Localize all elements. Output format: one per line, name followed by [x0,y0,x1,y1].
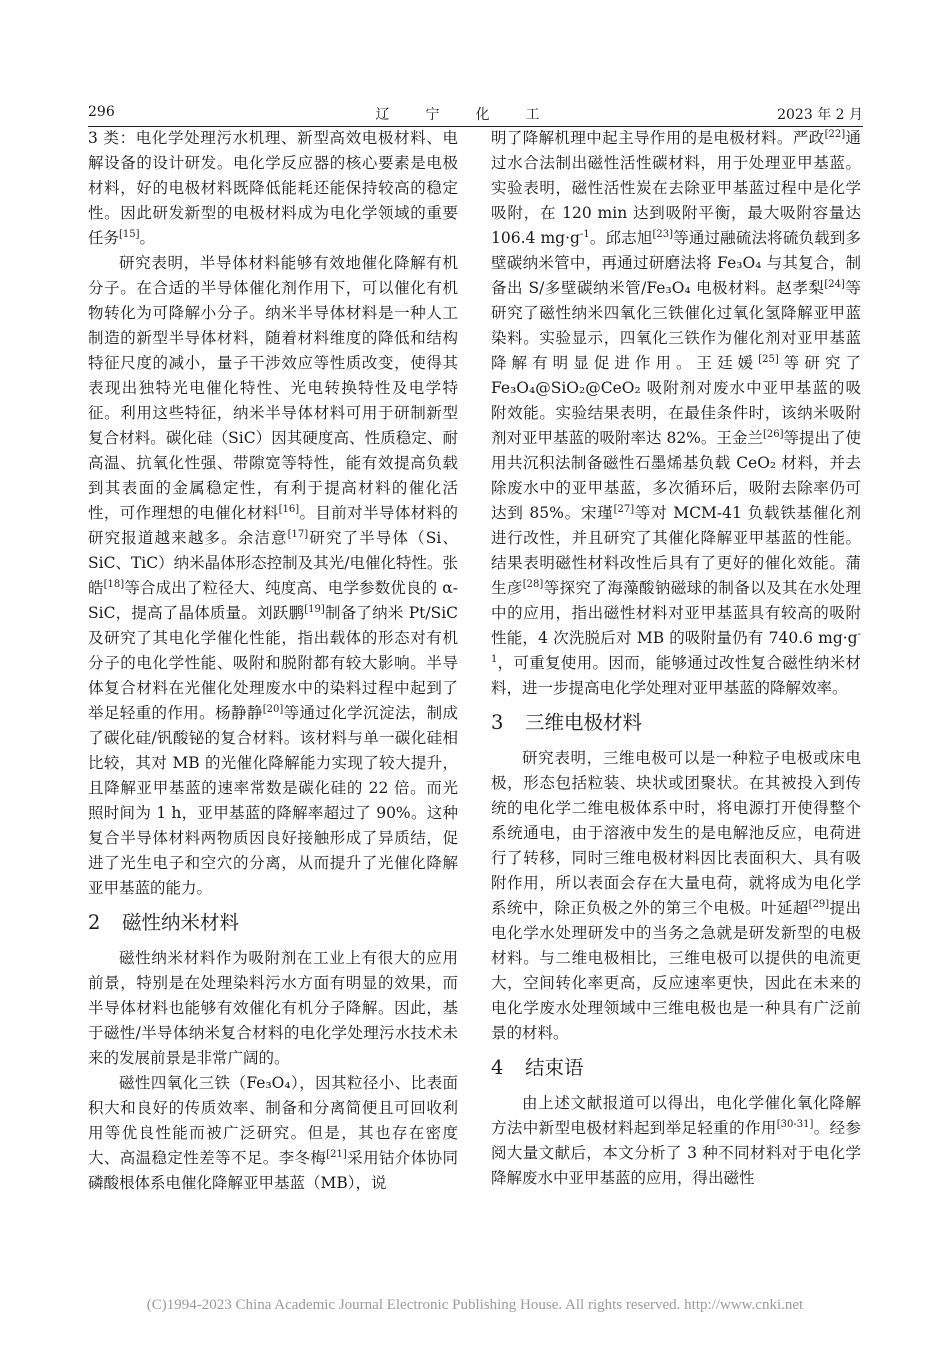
copyright-footer: (C)1994-2023 China Academic Journal Electronic Publishing House. All rights reserved. http://www.cnki.net [146,1297,804,1313]
issue-date: 2023 年 2 月 [777,107,863,123]
section-heading-4: 4 结束语 [491,1056,584,1079]
journal-name: 辽宁化工 [375,107,576,123]
paragraph: 磁性四氧化三铁（Fe₃O₄），因其粒径小、比表面积大和良好的传质效率、制备和分离简便且可回收利用等优良性能而被广泛研究。但是，其也存在密度大、高温稳定性差等不足。李冬梅[21]采用钴介体协同磷酸根体系电催化降解亚甲基蓝（MB），说 [88,1074,458,1192]
section-heading-2: 2 磁性纳米材料 [88,911,240,934]
paragraph: 由上述文献报道可以得出，电化学催化氧化降解方法中新型电极材料起到举足轻重的作用[30-31]。经参阅大量文献后，本文分析了 3 种不同材料对于电化学降解废水中亚甲基蓝的应用，得出磁性 [491,1094,861,1187]
paragraph: 研究表明，三维电极可以是一种粒子电极或床电极，形态包括粒装、块状或团聚状。在其被投入到传统的电化学二维电极体系中时，将电源打开使得整个系统通电，由于溶液中发生的是电解池反应，电荷进行了转移，同时三维电极材料因比表面积大、具有吸附作用，所以表面会存在大量电荷，就将成为电化学系统中，除正负极之外的第三个电极。叶延超[29]提出电化学水处理研发中的当务之急就是研发新型的电极材料。与二维电极相比，三维电极可以提供的电流更大，空间转化率更高，反应速率更快，因此在未来的电化学废水处理领域中三维电极也是一种具有广泛前景的材料。 [491,749,861,1042]
paragraph: 明了降解机理中起主导作用的是电极材料。严政[22]通过水合法制出磁性活性碳材料，用于处理亚甲基蓝。实验表明，磁性活性炭在去除亚甲基蓝过程中是化学吸附，在 120 min 达到吸附平衡，最大吸附容量达 106.4 $mg\cdot g^{-1}$。邱志旭[23]等通过融硫法将硫负载到多壁碳纳米管中，再通过研磨法将 Fe₃O₄ 与其复合，制备出 S/多壁碳纳米管/Fe₃O₄ 电极材料。赵孝梨[24]等研究了磁性纳米四氧化三铁催化过氧化氢降解亚甲蓝染料。实验显示，四氧化三铁作为催化剂对亚甲基蓝降解有明显促进作用。王廷媛[25]等研究了 Fe₃O₄@SiO₂@CeO₂ 吸附剂对废水中亚甲基蓝的吸附效能。实验结果表明，在最佳条件时，该纳米吸附剂对亚甲基蓝的吸附率达 82%。王金兰[26]等提出了使用共沉积法制备磁性石墨烯基负载 CeO₂ 材料，并去除废水中的亚甲基蓝，多次循环后，吸附去除率仍可达到 85%。宋瑾[27]等对 MCM-41 负载铁基催化剂进行改性，并且研究了其催化降解亚甲基蓝的性能。结果表明磁性材料改性后具有了更好的催化效能。蒲生彦[28]等探究了海藻酸钠磁球的制备以及其在水处理中的应用，指出磁性材料对亚甲基蓝具有较高的吸附性能，4 次洗脱后对 MB 的吸附量仍有 740.6 $mg\cdot g^{-1}$，可重复使用。因而，能够通过改性复合磁性纳米材料，进一步提高电化学处理对亚甲基蓝的降解效率。 [491,129,861,697]
right-column [491,126,861,1191]
paragraph: 3 类：电化学处理污水机理、新型高效电极材料、电解设备的设计研发。电化学反应器的核心要素是电极材料，好的电极材料既降低能耗还能保持较高的稳定性。因此研发新型的电极材料成为电化学领域的重要任务[15]。 [88,129,458,247]
page-number: 296 [88,104,115,120]
section-heading-3: 3 三维电极材料 [491,711,643,734]
paragraph: 研究表明，半导体材料能够有效地催化降解有机分子。在合适的半导体催化剂作用下，可以催化有机物转化为可降解小分子。纳米半导体材料是一种人工制造的新型半导体材料，随着材料维度的降低和结构特征尺度的减小，量子干涉效应等性质改变，使得其表现出独特光电催化特性、光电转换特性及电学特征。利用这些特征，纳米半导体材料可用于研制新型复合材料。碳化硅（SiC）因其硬度高、性质稳定、耐高温、抗氧化性强、带隙宽等特性，能有效提高负载到其表面的金属稳定性，有利于提高材料的催化活性，可作理想的电催化材料[16]。目前对半导体材料的研究报道越来越多。余洁意[17]研究了半导体（Si、SiC、TiC）纳米晶体形态控制及其光/电催化特性。张皓[18]等合成出了粒径大、纯度高、电学参数优良的 α-SiC，提高了晶体质量。刘跃鹏[19]制备了纳米 Pt/SiC 及研究了其电化学催化性能，指出载体的形态对有机分子的电化学性能、吸附和脱附都有较大影响。半导体复合材料在光催化处理废水中的染料过程中起到了举足轻重的作用。杨静静[20]等通过化学沉淀法，制成了碳化硅/钒酸铋的复合材料。该材料与单一碳化硅相比较，其对 MB 的光催化降解能力实现了较大提升，且降解亚甲基蓝的速率常数是碳化硅的 22 倍。而光照时间为 1 h，亚甲基蓝的降解率超过了 90%。这种复合半导体材料两物质因良好接触形成了异质结，促进了光生电子和空穴的分离，从而提升了光催化降解亚甲基蓝的能力。 [88,254,459,897]
running-header [88,102,863,127]
left-column [88,126,458,1196]
paragraph: 磁性纳米材料作为吸附剂在工业上有很大的应用前景，特别是在处理染料污水方面有明显的效果，而半导体材料也能够有效催化有机分子降解。因此，基于磁性/半导体纳米复合材料的电化学处理污水技术未来的发展前景是非常广阔的。 [88,949,458,1067]
